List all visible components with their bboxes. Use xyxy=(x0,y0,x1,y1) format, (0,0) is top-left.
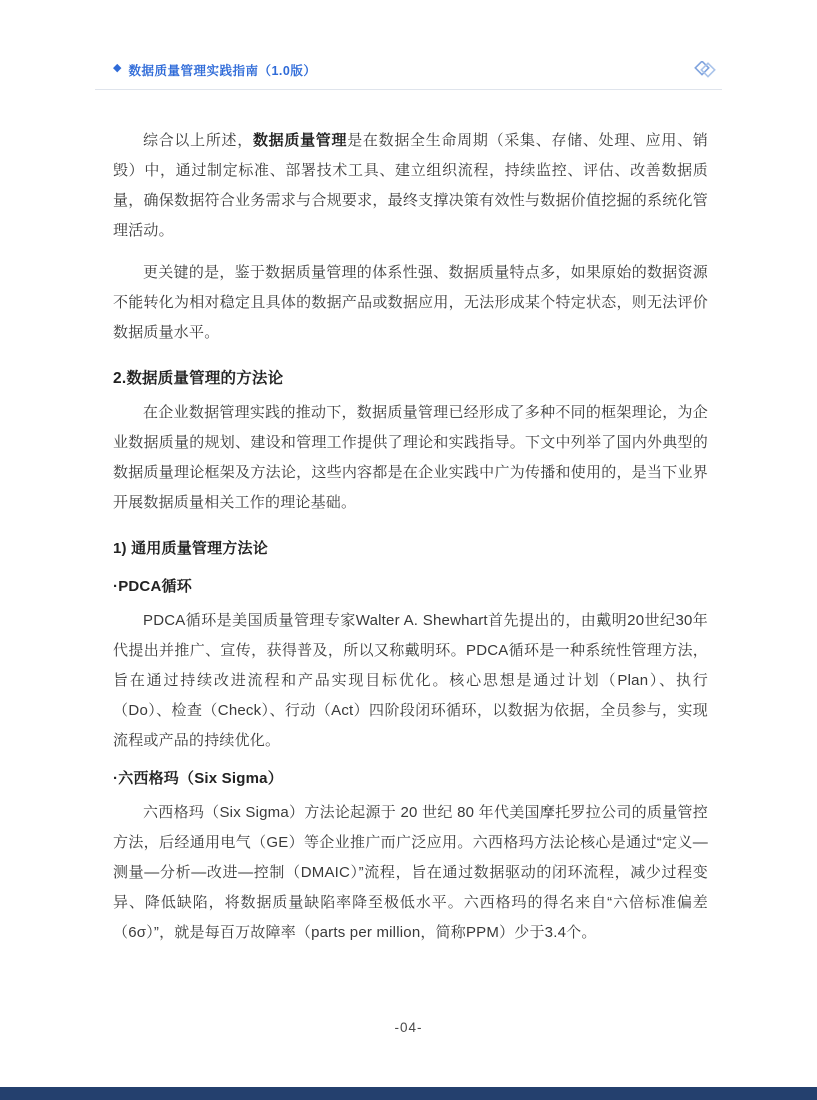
paragraph-pdca: PDCA循环是美国质量管理专家Walter A. Shewhart首先提出的，由戴明20世纪30年代提出并推广、宣传，获得普及，所以又称戴明环。PDCA循环是一种系统性管理方法，旨在通过持续改进流程和产品实现目标优化。核心思想是通过计划（Plan）、执行（Do）、检查（Check）、行动（Act）四阶段闭环循环，以数据为依据，全员参与，实现流程或产品的持续优化。 xyxy=(113,612,708,749)
bullet-heading-six-sigma: ·六西格玛（Six Sigma） xyxy=(113,770,283,787)
subsection-heading-general-methods: 1) 通用质量管理方法论 xyxy=(113,540,268,557)
paragraph-key-point: 更关键的是，鉴于数据质量管理的体系性强、数据质量特点多，如果原始的数据资源不能转化为相对稳定且具体的数据产品或数据应用，无法形成某个特定状态，则无法评价数据质量水平。 xyxy=(113,264,708,341)
document-body xyxy=(113,126,708,948)
paragraph-summary xyxy=(113,126,708,246)
page-header xyxy=(95,60,722,90)
section-heading-methodology: 2.数据质量管理的方法论 xyxy=(113,370,284,387)
bullet-heading-pdca: ·PDCA循环 xyxy=(113,578,192,595)
paragraph-methodology-intro: 在企业数据管理实践的推动下，数据质量管理已经形成了多种不同的框架理论，为企业数据质量的规划、建设和管理工作提供了理论和实践指导。下文中列举了国内外典型的数据质量理论框架及方法论，这些内容都是在企业实践中广为传播和使用的，是当下业界开展数据质量相关工作的理论基础。 xyxy=(113,404,708,511)
paragraph-six-sigma: 六西格玛（Six Sigma）方法论起源于 20 世纪 80 年代美国摩托罗拉公司的质量管控方法，后经通用电气（GE）等企业推广而广泛应用。六西格玛方法论核心是通过“定义—测量—分析—改进—控制（DMAIC）”流程，旨在通过数据驱动的闭环流程，减少过程变异、降低缺陷，将数据质量缺陷率降至极低水平。六西格玛的得名来自“六倍标准偏差（6σ）”，就是每百万故障率（parts per million，简称PPM）少于3.4个。 xyxy=(113,804,708,941)
paragraph-summary-lead: 综合以上所述， xyxy=(143,132,253,149)
header-left-group xyxy=(113,61,316,79)
footer-bar xyxy=(0,1087,817,1100)
page-number: -04- xyxy=(394,1020,423,1035)
paragraph-summary-bold-term: 数据质量管理 xyxy=(252,132,348,149)
double-diamond-logo-icon xyxy=(692,61,718,79)
document-title: 数据质量管理实践指南（1.0版） xyxy=(128,63,317,78)
diamond-icon: ◆ xyxy=(113,62,122,74)
paragraph-summary-rest: 是在数据全生命周期（采集、存储、处理、应用、销毁）中，通过制定标准、部署技术工具、建立组织流程，持续监控、评估、改善数据质量，确保数据符合业务需求与合规要求，最终支撑决策有效性与数据价值挖掘的系统化管理活动。 xyxy=(113,132,708,239)
